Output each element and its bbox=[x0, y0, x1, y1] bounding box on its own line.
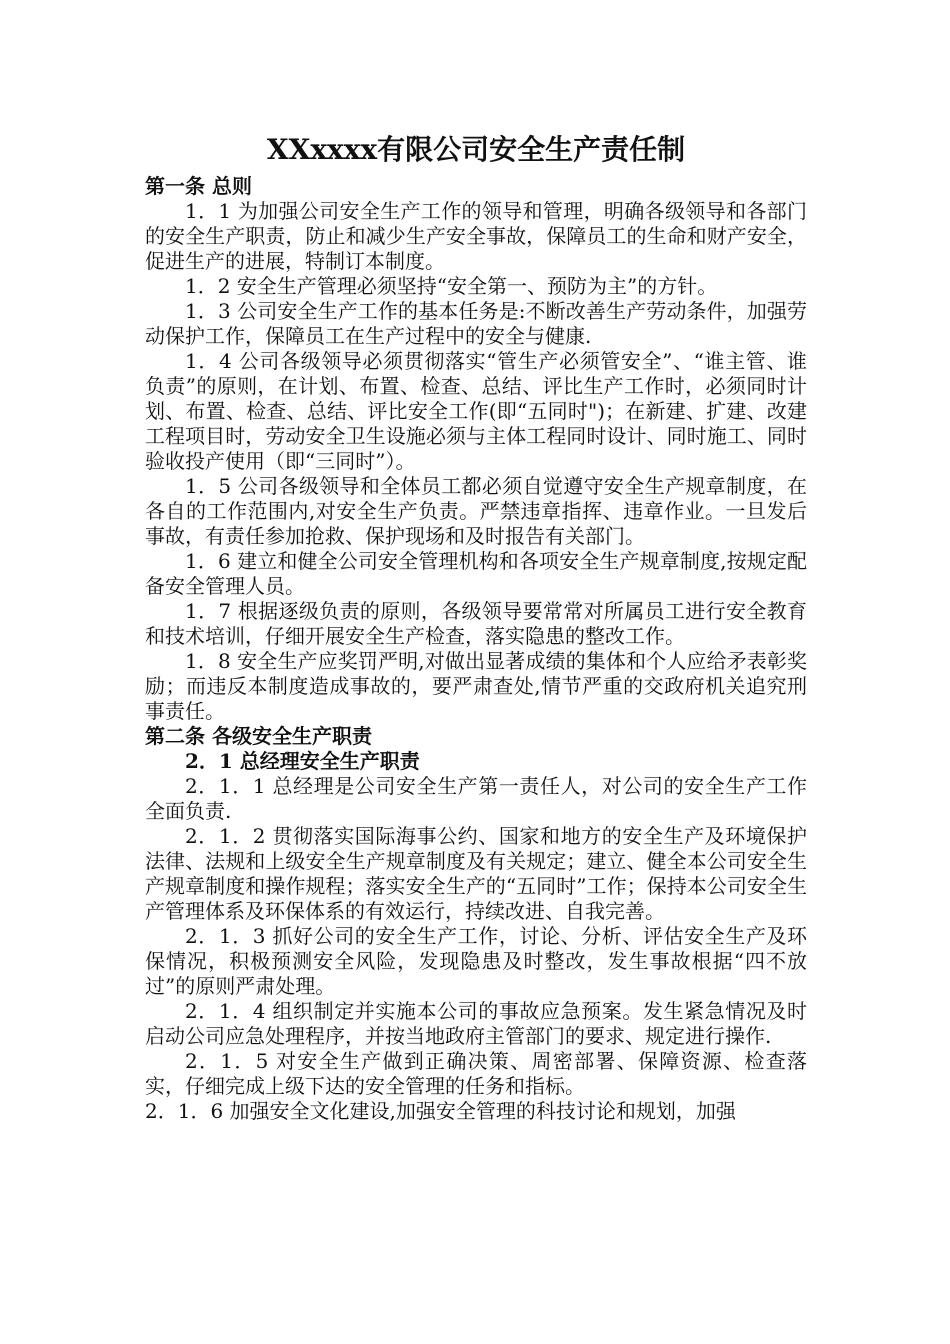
paragraph-truncated: 2．1．6 加强安全文化建设,加强安全管理的科技讨论和规划，加强 bbox=[145, 1099, 736, 1123]
paragraph: 2．1．4 组织制定并实施本公司的事故应急预案。发生紧急情况及时启动公司应急处理程序，并按当地政府主管部门的要求、规定进行操作. bbox=[145, 999, 807, 1048]
document-page bbox=[145, 130, 807, 1124]
paragraph: 1．4 公司各级领导必须贯彻落实“管生产必须管安全”、“谁主管、谁负责”的原则，在计划、布置、检查、总结、评比生产工作时，必须同时计划、布置、检查、总结、评比安全工作(即“五同时")；在新建、扩建、改建工程项目时，劳动安全卫生设施必须与主体工程同时设计、同时施工、同时验收投产使用（即“三同时”）。 bbox=[145, 349, 807, 473]
paragraph: 1．2 安全生产管理必须坚持“安全第一、预防为主”的方针。 bbox=[185, 274, 718, 298]
paragraph: 1．3 公司安全生产工作的基本任务是:不断改善生产劳动条件，加强劳动保护工作，保障员工在生产过程中的安全与健康. bbox=[145, 299, 807, 348]
document-title: XXxxxx有限公司安全生产责任制 bbox=[266, 133, 686, 166]
section-heading-general: 第一条 总则 bbox=[145, 174, 252, 198]
paragraph: 2．1．2 贯彻落实国际海事公约、国家和地方的安全生产及环境保护法律、法规和上级安全生产规章制度及有关规定；建立、健全本公司安全生产规章制度和操作规程；落实安全生产的“五同时”工作；保持本公司安全生产管理体系及环保体系的有效运行，持续改进、自我完善。 bbox=[145, 824, 807, 923]
section-heading-responsibilities: 第二条 各级安全生产职责 bbox=[145, 724, 372, 748]
paragraph: 2．1．5 对安全生产做到正确决策、周密部署、保障资源、检查落实，仔细完成上级下达的安全管理的任务和指标。 bbox=[145, 1049, 807, 1098]
subsection-heading-general-manager: 2．1 总经理安全生产职责 bbox=[185, 749, 420, 773]
paragraph: 2．1．3 抓好公司的安全生产工作，讨论、分析、评估安全生产及环保情况，积极预测安全风险，发现隐患及时整改，发生事故根据“四不放过”的原则严肃处理。 bbox=[145, 924, 807, 998]
paragraph: 1．5 公司各级领导和全体员工都必须自觉遵守安全生产规章制度，在各自的工作范围内,对安全生产负责。严禁违章指挥、违章作业。一旦发后事故，有责任参加抢救、保护现场和及时报告有关部门。 bbox=[145, 474, 807, 548]
paragraph: 2．1．1 总经理是公司安全生产第一责任人，对公司的安全生产工作全面负责. bbox=[145, 774, 807, 823]
paragraph: 1．6 建立和健全公司安全管理机构和各项安全生产规章制度,按规定配备安全管理人员。 bbox=[145, 549, 807, 598]
paragraph: 1．7 根据逐级负责的原则，各级领导要常常对所属员工进行安全教育和技术培训，仔细开展安全生产检查，落实隐患的整改工作。 bbox=[145, 599, 807, 648]
paragraph: 1．1 为加强公司安全生产工作的领导和管理，明确各级领导和各部门的安全生产职责，防止和减少生产安全事故，保障员工的生命和财产安全，促进生产的进展，特制订本制度。 bbox=[145, 199, 807, 273]
paragraph: 1．8 安全生产应奖罚严明,对做出显著成绩的集体和个人应给矛表彰奖励；而违反本制度造成事故的，要严肃查处,情节严重的交政府机关追究刑事责任。 bbox=[145, 649, 807, 723]
